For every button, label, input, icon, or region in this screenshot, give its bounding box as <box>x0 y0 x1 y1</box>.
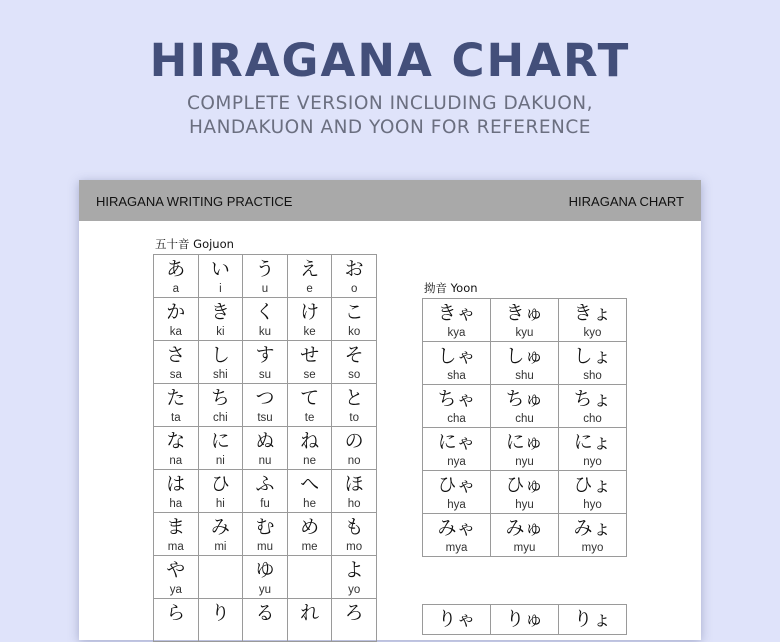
kana-character: きょ <box>573 302 612 324</box>
romaji-reading: me <box>301 541 318 553</box>
kana-cell <box>332 556 377 599</box>
kana-cell <box>423 342 491 385</box>
romaji-reading: myu <box>513 542 536 554</box>
kana-character: く <box>255 301 275 323</box>
romaji-reading: na <box>169 455 183 467</box>
kana-character: お <box>344 258 364 280</box>
subtitle-line-2: HANDAKUON AND YOON FOR REFERENCE <box>189 117 591 138</box>
kana-cell <box>243 556 288 599</box>
table-row <box>154 513 377 556</box>
romaji-reading: ka <box>169 326 182 338</box>
kana-cell <box>154 298 199 341</box>
romaji-reading: to <box>349 412 359 424</box>
kana-cell <box>198 298 243 341</box>
kana-character: す <box>255 344 275 366</box>
romaji-reading: nya <box>447 456 466 468</box>
kana-character: な <box>166 430 186 452</box>
kana-cell <box>154 556 199 599</box>
kana-cell <box>243 427 288 470</box>
kana-character: れ <box>300 602 320 624</box>
romaji-reading: se <box>303 369 316 381</box>
kana-character: しゃ <box>437 345 476 367</box>
romaji-reading: ya <box>169 584 182 596</box>
kana-cell <box>423 428 491 471</box>
kana-character: りょ <box>573 608 612 630</box>
romaji-reading: nyu <box>515 456 534 468</box>
kana-character: い <box>210 258 230 280</box>
kana-cell <box>559 385 627 428</box>
kana-cell <box>287 556 332 599</box>
romaji-reading: mu <box>256 541 273 553</box>
romaji-reading: ko <box>348 326 361 338</box>
document-header-bar <box>79 180 701 221</box>
kana-character: ちょ <box>573 388 612 410</box>
page-subtitle <box>0 92 780 140</box>
kana-character: ちゅ <box>505 388 544 410</box>
romaji-reading: sha <box>447 370 466 382</box>
kana-character: こ <box>344 301 364 323</box>
kana-cell <box>332 427 377 470</box>
table-row <box>154 556 377 599</box>
romaji-reading: sho <box>583 370 602 382</box>
kana-character: ちゃ <box>437 388 476 410</box>
romaji-reading: chu <box>515 413 534 425</box>
kana-character: か <box>166 301 186 323</box>
table-row <box>423 342 627 385</box>
kana-cell <box>423 299 491 342</box>
kana-character: せ <box>300 344 320 366</box>
kana-character: よ <box>344 559 364 581</box>
kana-cell <box>287 599 332 642</box>
kana-character: きゅ <box>505 302 544 324</box>
kana-character: ひょ <box>573 474 612 496</box>
romaji-reading: tsu <box>257 412 273 424</box>
kana-cell <box>332 384 377 427</box>
kana-cell <box>423 385 491 428</box>
kana-cell <box>154 384 199 427</box>
kana-character: ま <box>166 516 186 538</box>
romaji-reading: hyu <box>515 499 534 511</box>
kana-cell <box>332 513 377 556</box>
document-header-left: HIRAGANA WRITING PRACTICE <box>96 194 293 209</box>
kana-cell <box>243 470 288 513</box>
kana-character: ふ <box>255 473 275 495</box>
kana-cell <box>332 298 377 341</box>
romaji-reading: a <box>172 283 179 295</box>
kana-cell <box>491 342 559 385</box>
kana-cell <box>491 299 559 342</box>
romaji-reading: o <box>350 283 358 295</box>
kana-cell <box>332 341 377 384</box>
table-row <box>423 514 627 557</box>
kana-character: ね <box>300 430 320 452</box>
kana-character: め <box>300 516 320 538</box>
kana-cell <box>559 471 627 514</box>
kana-character: みゃ <box>437 517 476 539</box>
kana-character: み <box>210 516 230 538</box>
kana-cell <box>559 514 627 557</box>
kana-cell <box>332 255 377 298</box>
kana-cell <box>287 255 332 298</box>
kana-character: た <box>166 387 186 409</box>
kana-character: ひゃ <box>437 474 476 496</box>
kana-cell <box>332 599 377 642</box>
romaji-reading: hya <box>447 499 466 511</box>
kana-cell <box>287 427 332 470</box>
kana-cell <box>154 470 199 513</box>
kana-character: あ <box>166 258 186 280</box>
kana-cell <box>491 514 559 557</box>
romaji-reading: myo <box>581 542 604 554</box>
kana-cell <box>287 384 332 427</box>
kana-cell <box>491 428 559 471</box>
kana-cell <box>154 341 199 384</box>
table-row <box>154 341 377 384</box>
kana-character: そ <box>344 344 364 366</box>
kana-character: ち <box>210 387 230 409</box>
kana-cell <box>198 599 243 642</box>
kana-character: さ <box>166 344 186 366</box>
romaji-reading: fu <box>260 498 270 510</box>
kana-cell <box>154 599 199 642</box>
kana-cell <box>243 341 288 384</box>
document-header-right: HIRAGANA CHART <box>568 194 684 209</box>
kana-cell <box>198 556 243 599</box>
romaji-reading: hi <box>215 498 225 510</box>
romaji-reading: ne <box>303 455 316 467</box>
romaji-reading: ni <box>215 455 225 467</box>
romaji-reading: ma <box>167 541 184 553</box>
kana-character: は <box>166 473 186 495</box>
kana-cell <box>198 470 243 513</box>
romaji-reading: nyo <box>583 456 602 468</box>
kana-cell <box>332 470 377 513</box>
kana-character: し <box>210 344 230 366</box>
kana-character: りゃ <box>437 608 476 630</box>
kana-cell <box>491 385 559 428</box>
kana-cell <box>198 513 243 556</box>
romaji-reading: shi <box>213 369 228 381</box>
yoon-table <box>422 298 627 557</box>
romaji-reading: sa <box>169 369 182 381</box>
page-title: HIRAGANA CHART <box>149 34 631 87</box>
kana-cell <box>559 428 627 471</box>
kana-cell <box>287 470 332 513</box>
kana-cell <box>198 255 243 298</box>
kana-cell <box>154 513 199 556</box>
kana-cell <box>423 471 491 514</box>
romaji-reading: kya <box>447 327 466 339</box>
romaji-reading: kyo <box>583 327 602 339</box>
romaji-reading: mi <box>214 541 227 553</box>
romaji-reading: shu <box>515 370 534 382</box>
kana-character: にゅ <box>505 431 544 453</box>
kana-character: と <box>344 387 364 409</box>
romaji-reading: yo <box>348 584 361 596</box>
yoon-label: 拗音 Yoon <box>424 281 478 295</box>
kana-character: ほ <box>344 473 364 495</box>
romaji-reading: u <box>261 283 269 295</box>
kana-cell <box>559 342 627 385</box>
kana-cell <box>198 341 243 384</box>
table-row <box>154 298 377 341</box>
gojuon-label: 五十音 Gojuon <box>155 237 234 251</box>
romaji-reading: cha <box>447 413 466 425</box>
table-row <box>423 428 627 471</box>
kana-character: に <box>210 430 230 452</box>
kana-character: も <box>344 516 364 538</box>
kana-character: みょ <box>573 517 612 539</box>
table-row <box>423 385 627 428</box>
kana-character: ろ <box>344 602 364 624</box>
kana-character: きゃ <box>437 302 476 324</box>
romaji-reading: cho <box>583 413 602 425</box>
romaji-reading: su <box>258 369 272 381</box>
chart-document <box>79 180 701 640</box>
kana-character: て <box>300 387 320 409</box>
kana-cell <box>154 427 199 470</box>
kana-cell <box>243 298 288 341</box>
table-row <box>154 427 377 470</box>
table-row <box>154 470 377 513</box>
kana-cell <box>423 514 491 557</box>
kana-character: ゆ <box>255 559 275 581</box>
kana-character: つ <box>255 387 275 409</box>
table-row <box>423 299 627 342</box>
kana-cell <box>243 599 288 642</box>
kana-character: しゅ <box>505 345 544 367</box>
kana-character: みゅ <box>505 517 544 539</box>
kana-cell <box>287 341 332 384</box>
kana-cell <box>198 427 243 470</box>
romaji-reading: ke <box>303 326 316 338</box>
kana-character: ひ <box>210 473 230 495</box>
kana-character: き <box>210 301 230 323</box>
kana-character: しょ <box>573 345 612 367</box>
romaji-reading: yu <box>258 584 272 596</box>
romaji-reading: ku <box>258 326 272 338</box>
kana-character: え <box>300 258 320 280</box>
kana-character: にゃ <box>437 431 476 453</box>
table-row <box>423 471 627 514</box>
kana-character: け <box>300 301 320 323</box>
gojuon-table <box>153 254 377 642</box>
kana-cell <box>154 255 199 298</box>
kana-character: り <box>210 602 230 624</box>
table-row <box>154 255 377 298</box>
kana-cell <box>287 513 332 556</box>
kana-character: にょ <box>573 431 612 453</box>
kana-cell <box>491 471 559 514</box>
kana-cell <box>243 255 288 298</box>
kana-character: りゅ <box>505 608 544 630</box>
kana-character: の <box>344 430 364 452</box>
romaji-reading: kyu <box>515 327 534 339</box>
romaji-reading: e <box>306 283 313 295</box>
kana-character: へ <box>300 473 320 495</box>
kana-cell <box>243 384 288 427</box>
romaji-reading: ta <box>171 412 181 424</box>
kana-character: ら <box>166 602 186 624</box>
romaji-reading: i <box>219 283 222 295</box>
kana-cell <box>287 298 332 341</box>
kana-character: ひゅ <box>505 474 544 496</box>
kana-character: ぬ <box>255 430 275 452</box>
romaji-reading: ha <box>169 498 183 510</box>
romaji-reading: ki <box>216 326 225 338</box>
kana-character: や <box>166 559 186 581</box>
romaji-reading: te <box>304 412 315 424</box>
kana-character: む <box>255 516 275 538</box>
romaji-reading: nu <box>258 455 272 467</box>
subtitle-line-1: COMPLETE VERSION INCLUDING DAKUON, <box>186 93 594 114</box>
kana-character: う <box>255 258 275 280</box>
romaji-reading: no <box>347 455 361 467</box>
table-row <box>154 384 377 427</box>
romaji-reading: so <box>348 369 361 381</box>
romaji-reading: he <box>303 498 316 510</box>
romaji-reading: ho <box>347 498 361 510</box>
kana-cell <box>243 513 288 556</box>
romaji-reading: chi <box>213 412 228 424</box>
kana-cell <box>559 299 627 342</box>
romaji-reading: mo <box>346 541 363 553</box>
table-row <box>154 599 377 642</box>
romaji-reading: mya <box>445 542 468 554</box>
romaji-reading: hyo <box>583 499 602 511</box>
kana-character: る <box>255 602 275 624</box>
kana-cell <box>198 384 243 427</box>
